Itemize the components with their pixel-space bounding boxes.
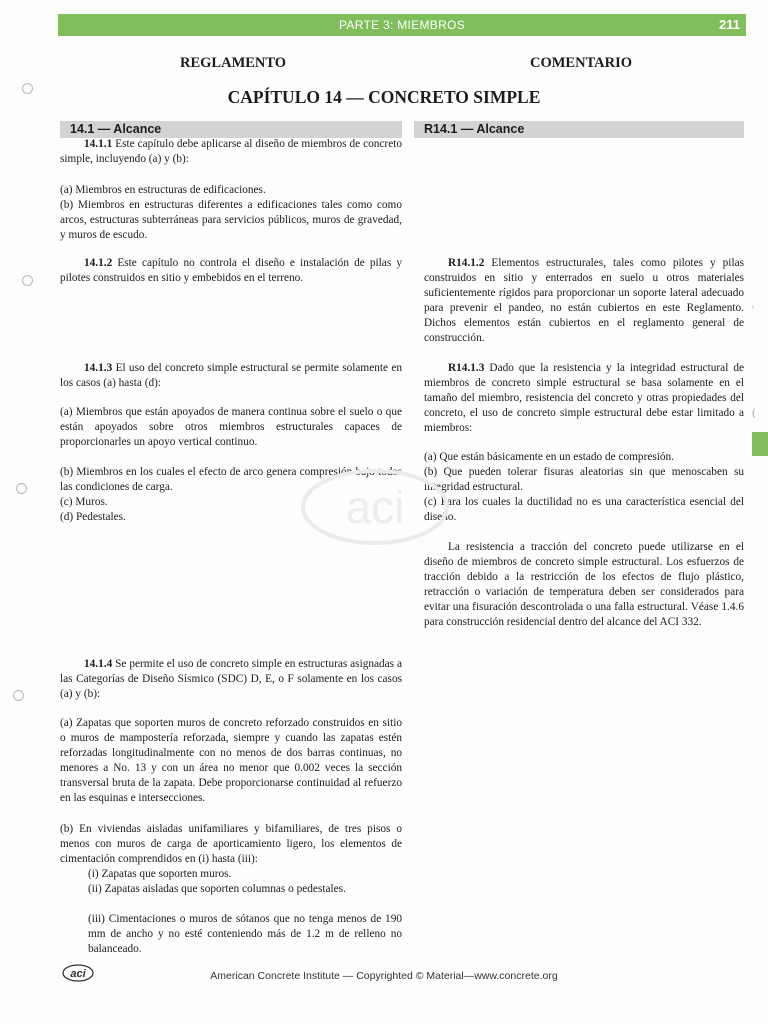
clause-number: 14.1.3 [84,362,113,374]
clause-text: Este capítulo debe aplicarse al diseño de miembros de concreto simple, incluyendo (a) y (b): [60,138,402,166]
commentary-r14-1-2 [424,256,744,347]
binder-hole-marker [16,483,27,494]
list-item: (b) Miembros en estructuras diferentes a edificaciones tales como como arcos, estructuras subterráneas para servicios públicos, muros de gravedad, y muros de escudo. [60,199,402,242]
part-header-band [58,14,746,36]
binder-hole-marker [22,275,33,286]
list-item: (b) En viviendas aisladas unifamiliares y bifamiliares, de tres pisos o menos con muros de carga de aporticamiento ligero, los elementos de cimentación comprendidos en (i) hasta (iii): [60,823,402,866]
list-item: (c) Para los cuales la ductilidad no es una característica esencial del diseño. [424,496,744,524]
margin-tick: ' [752,305,754,316]
part-title: PARTE 3: MIEMBROS [338,18,465,32]
binder-hole-marker [13,690,24,701]
list-item: (a) Miembros en estructuras de edificaciones. [60,184,266,196]
page-number: 211 [719,17,740,32]
clause-14-1-2 [60,256,402,286]
list-item: (d) Pedestales. [60,511,126,523]
clause-text: Este capítulo no controla el diseño e instalación de pilas y pilotes construidos en sitio y embebidos en el terreno. [60,257,402,285]
right-column-heading: COMENTARIO [530,55,633,71]
list-subitem: (iii) Cimentaciones o muros de sótanos que no tenga menos de 190 mm de ancho y no esté conteniendo más de 1.2 m de relleno no balanceado. [88,913,402,956]
logo-text: aci [70,968,86,980]
clause-14-1-3 [60,361,402,391]
clause-number: 14.1.4 [84,658,113,670]
clause-text: Se permite el uso de concreto simple en estructuras asignadas a las Categorías de Diseño Sísmico (SDC) D, E, o F solamente en los casos (a) y (b): [60,658,402,701]
list-item: (a) Miembros que están apoyados de manera continua sobre el suelo o que están apoyados sobre otros miembros estructurales capaces de proporcionarles un apoyo vertical continuo. [60,406,402,449]
commentary-r14-1-3 [424,361,744,436]
list-item: (c) Muros. [60,496,108,508]
clause-14-1-4 [60,657,402,702]
margin-tick: ( [752,408,756,419]
aci-watermark [300,468,450,546]
side-tab-marker [752,432,768,456]
commentary-paragraph: La resistencia a tracción del concreto puede utilizarse en el diseño de miembros de concreto simple estructural. Los esfuerzos de tracción debido a la restricción de los efectos de flujo plástico, retracción o variación de temperatura deben ser considerados para evitar una fisuración descontrolada o una falla estructural. Véase 1.4.6 para construcción residencial dentro del alcance del ACI 332. [424,541,744,629]
list-item: (b) Miembros en los cuales el efecto de arco genera compresión bajo todas las condiciones de carga. [60,466,402,494]
clause-text: El uso del concreto simple estructural se permite solamente en los casos (a) hasta (d): [60,362,402,390]
right-section-heading: R14.1 — Alcance [414,121,744,138]
chapter-title: CAPÍTULO 14 — CONCRETO SIMPLE [227,87,541,107]
copyright-footer: American Concrete Institute — Copyrighted © Material—www.concrete.org [210,970,558,982]
list-item: (a) Que están básicamente en un estado de compresión. [424,451,675,463]
left-section-heading: 14.1 — Alcance [60,121,402,138]
list-subitem: (i) Zapatas que soporten muros. [88,868,232,880]
commentary-number: R14.1.3 [448,362,485,374]
clause-14-1-1 [60,137,402,167]
commentary-text: Dado que la resistencia y la integridad estructural de miembros de concreto simple estructural se basa solamente en el tamaño del miembro, resistencia del concreto y otras propiedades del concreto, el uso de concreto simple estructural debe estar limitado a miembros: [424,362,744,435]
watermark-text: aci [345,481,405,533]
list-subitem: (ii) Zapatas aisladas que soporten columnas o pedestales. [88,883,346,895]
commentary-number: R14.1.2 [448,257,485,269]
clause-number: 14.1.1 [84,138,113,150]
list-item: (b) Que pueden tolerar fisuras aleatorias sin que menoscaben su integridad estructural. [424,466,744,494]
clause-number: 14.1.2 [84,257,113,269]
commentary-text: Elementos estructurales, tales como pilotes y pilas construidos en sitio y enterrados en suelo u otros materiales suficientemente rígidos para proporcionar un soporte lateral adecuado para prevenir el pandeo, no están cubiertos en este Reglamento. Dichos elementos están cubiertos en el reglamento general de construcción. [424,257,744,345]
list-item: (a) Zapatas que soporten muros de concreto reforzado construidos en sitio o muros de mampostería reforzada, siempre y cuando las zapatas estén reforzadas longitudinalmente con no menos de dos barras continuas, no menores a No. 13 y con un área no menor que 0.002 veces la sección transversal bruta de la zapata. Debe proporcionarse continuidad al refuerzo en las esquinas e intersecciones. [60,717,402,805]
left-column-heading: REGLAMENTO [180,55,287,71]
